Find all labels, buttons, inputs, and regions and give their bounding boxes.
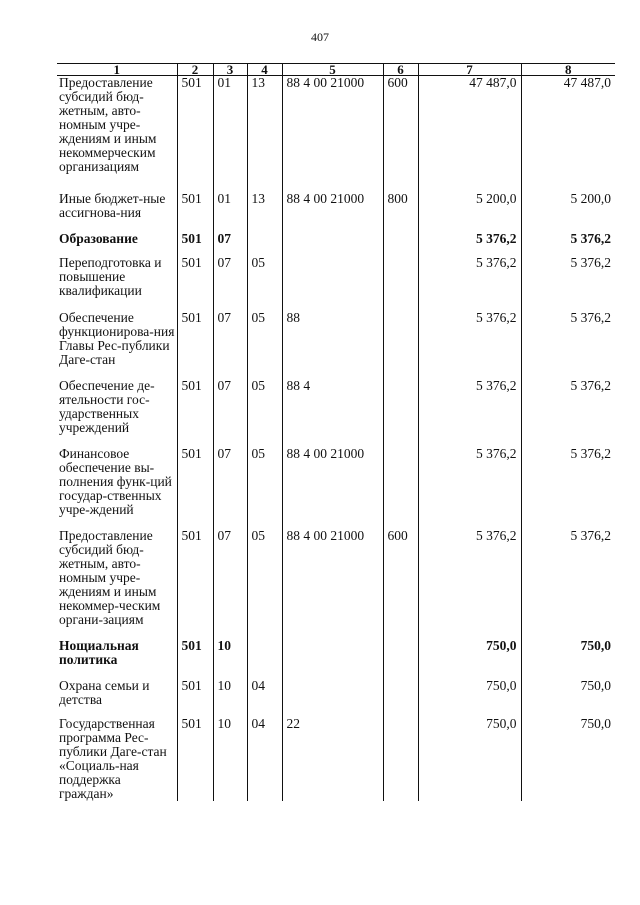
row-amount-8: 750,0 [521,627,615,667]
row-name: Обеспечение функционирова-ния Главы Рес-публики Даге-стан [59,310,175,367]
row-col-6 [383,667,418,707]
row-amount-7: 750,0 [418,667,521,707]
row-col-4: 13 [247,76,282,175]
row-col-4: 04 [247,707,282,801]
row-name: Нощиальная политика [59,638,139,667]
row-amount-7: 5 376,2 [418,220,521,246]
row-code: 88 4 00 21000 [282,174,383,220]
row-name: Финансовое обеспечение вы-полнения функ-ций государ-ственных учре-ждений [59,446,172,517]
row-amount-7: 5 200,0 [418,174,521,220]
row-col-3: 07 [213,246,247,298]
table-row [57,76,615,175]
row-amount-8: 750,0 [521,707,615,801]
row-col-6 [383,367,418,435]
table-row [57,517,615,627]
row-col-3: 07 [213,220,247,246]
column-header: 1 [57,64,177,76]
table-header-row [57,64,615,76]
row-code: 88 4 00 21000 [282,76,383,175]
row-col-4 [247,220,282,246]
row-col-6 [383,707,418,801]
row-col-3: 10 [213,667,247,707]
row-col-2: 501 [177,76,213,175]
row-col-2: 501 [177,174,213,220]
column-header: 4 [247,64,282,76]
row-amount-7: 750,0 [418,707,521,801]
row-amount-7: 5 376,2 [418,367,521,435]
row-col-2: 501 [177,435,213,517]
row-col-3: 01 [213,76,247,175]
row-name: Охрана семьи и детства [59,678,150,707]
row-amount-8: 5 376,2 [521,298,615,367]
table-row [57,246,615,298]
column-header: 2 [177,64,213,76]
row-col-3: 01 [213,174,247,220]
column-header: 8 [521,64,615,76]
row-col-3: 07 [213,517,247,627]
row-col-3: 07 [213,367,247,435]
table-row [57,367,615,435]
row-col-6: 600 [383,76,418,175]
row-col-3: 07 [213,298,247,367]
row-col-4 [247,627,282,667]
row-name: Иные бюджет-ные ассигнова-ния [59,191,166,220]
row-col-6 [383,435,418,517]
row-amount-8: 5 376,2 [521,246,615,298]
row-code [282,246,383,298]
row-col-6 [383,246,418,298]
row-col-6 [383,298,418,367]
row-col-4: 04 [247,667,282,707]
row-amount-7: 5 376,2 [418,298,521,367]
row-col-6: 800 [383,174,418,220]
row-col-3: 10 [213,707,247,801]
row-name: Предоставление субсидий бюд-жетным, авто-номным учре-ждениям и иным некоммерческим организациям [59,75,157,174]
row-amount-8: 5 376,2 [521,220,615,246]
row-col-3: 07 [213,435,247,517]
row-amount-7: 5 376,2 [418,435,521,517]
row-code: 88 4 00 21000 [282,517,383,627]
row-amount-8: 5 376,2 [521,367,615,435]
row-col-6: 600 [383,517,418,627]
row-col-2: 501 [177,667,213,707]
column-header: 6 [383,64,418,76]
row-amount-8: 5 200,0 [521,174,615,220]
column-header: 3 [213,64,247,76]
row-amount-7: 5 376,2 [418,517,521,627]
table-row [57,220,615,246]
row-amount-8: 5 376,2 [521,435,615,517]
table-row [57,707,615,801]
row-col-2: 501 [177,298,213,367]
row-name: Переподготовка и повышение квалификации [59,255,162,298]
row-col-2: 501 [177,367,213,435]
row-name: Обеспечение де-ятельности гос-ударственных учреждений [59,378,155,435]
row-col-4: 05 [247,435,282,517]
row-col-2: 501 [177,246,213,298]
row-col-2: 501 [177,220,213,246]
row-col-2: 501 [177,707,213,801]
row-col-6 [383,220,418,246]
row-code [282,220,383,246]
row-name: Образование [59,231,138,246]
row-col-4: 05 [247,298,282,367]
row-col-3: 10 [213,627,247,667]
row-amount-8: 47 487,0 [521,76,615,175]
row-col-2: 501 [177,627,213,667]
row-col-4: 05 [247,246,282,298]
row-code: 22 [282,707,383,801]
table-body [57,76,615,802]
column-header: 7 [418,64,521,76]
row-col-4: 05 [247,517,282,627]
table-row [57,667,615,707]
table-row [57,174,615,220]
table-row [57,627,615,667]
row-name: Государственная программа Рес-публики Даге-стан «Социаль-ная поддержка граждан» [59,716,167,801]
page-number: 407 [311,30,329,44]
row-code [282,627,383,667]
budget-table [57,63,615,801]
row-col-2: 501 [177,517,213,627]
column-header: 5 [282,64,383,76]
row-amount-8: 5 376,2 [521,517,615,627]
table-row [57,298,615,367]
row-code: 88 4 00 21000 [282,435,383,517]
row-name: Предоставление субсидий бюд-жетным, авто-номным учре-ждениям и иным некоммер-ческим органи-зациям [59,528,161,627]
row-amount-7: 5 376,2 [418,246,521,298]
row-col-4: 13 [247,174,282,220]
row-code [282,667,383,707]
row-amount-8: 750,0 [521,667,615,707]
row-col-6 [383,627,418,667]
table-row [57,435,615,517]
row-amount-7: 750,0 [418,627,521,667]
row-code: 88 4 [282,367,383,435]
row-col-4: 05 [247,367,282,435]
row-code: 88 [282,298,383,367]
row-amount-7: 47 487,0 [418,76,521,175]
